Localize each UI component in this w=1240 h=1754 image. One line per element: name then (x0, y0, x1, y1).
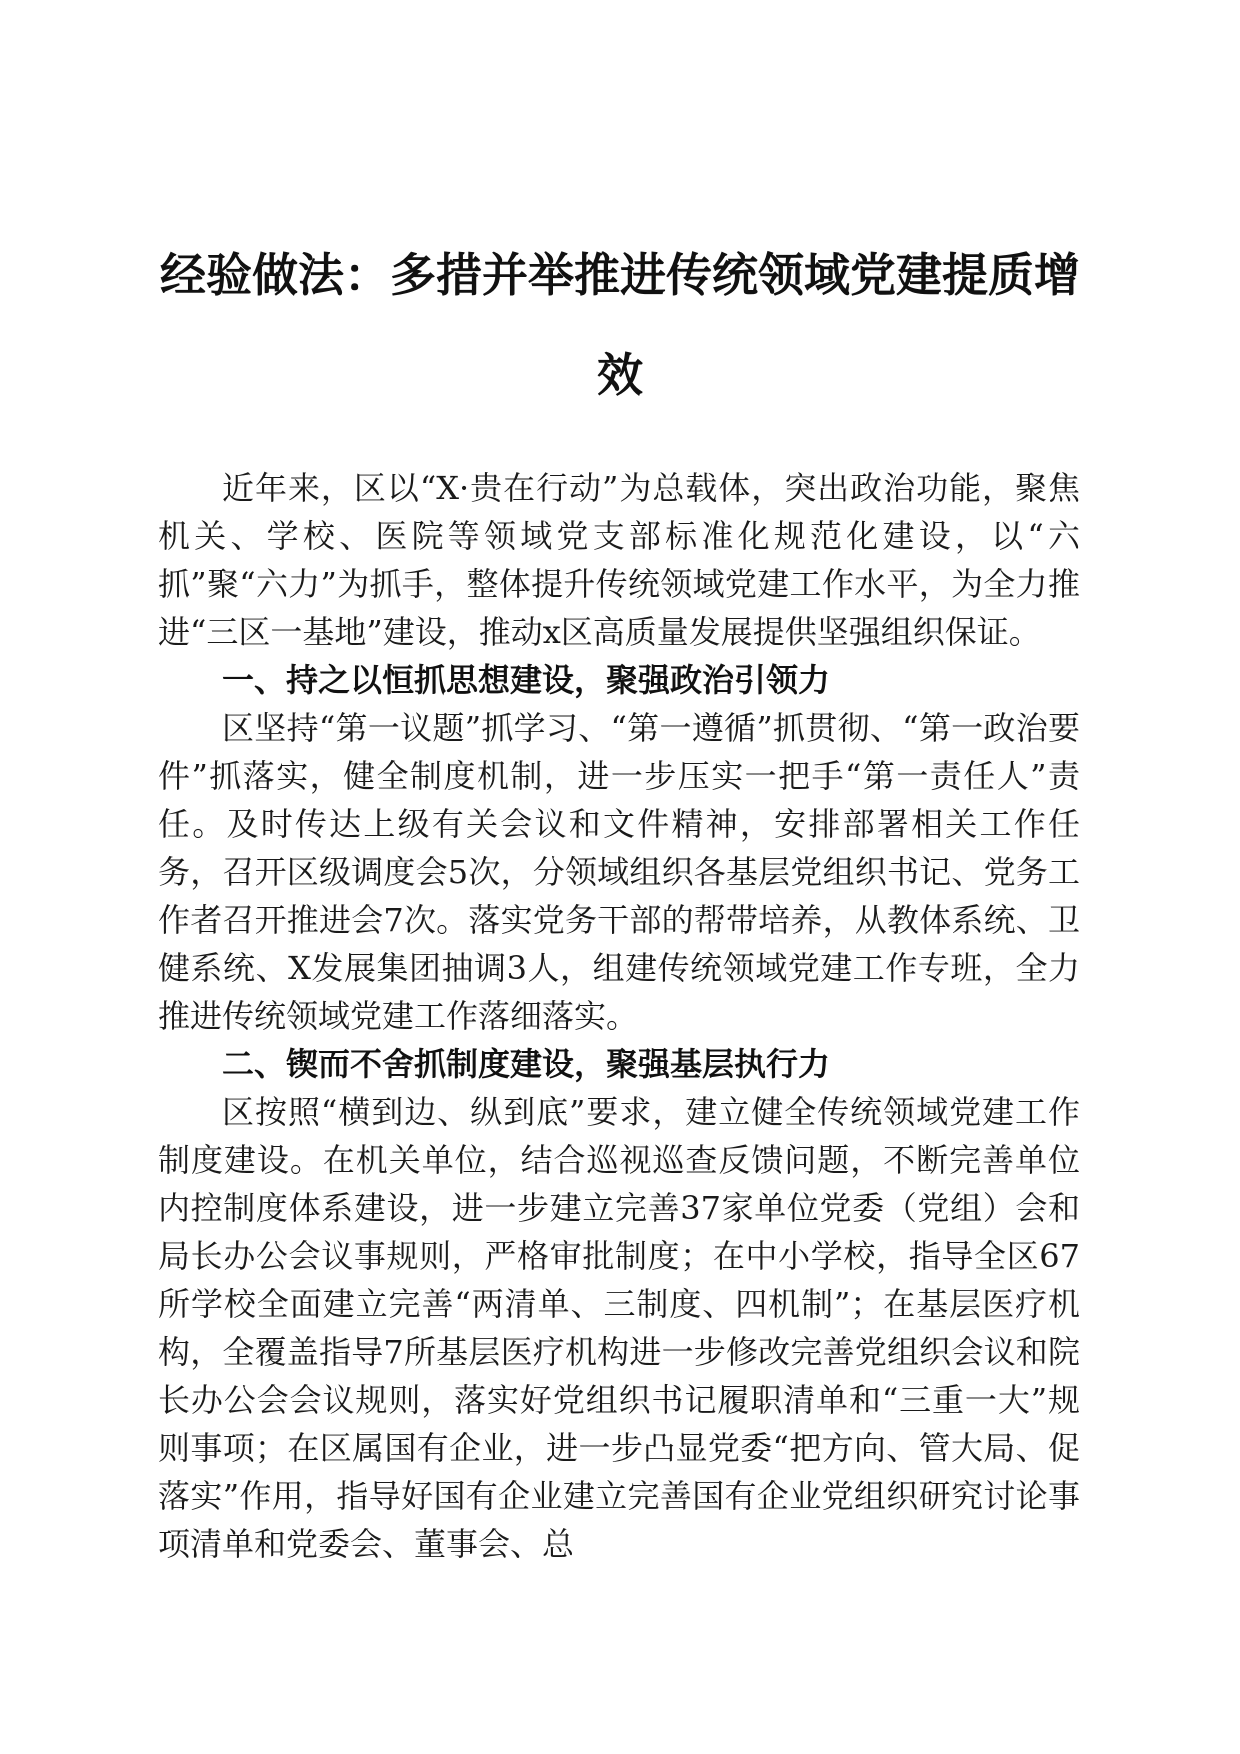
document-title: 经验做法：多措并举推进传统领域党建提质增效 (160, 248, 1080, 402)
section-2-heading: 二、锲而不舍抓制度建设，聚强基层执行力 (222, 1045, 831, 1083)
section-1-heading: 一、持之以恒抓思想建设，聚强政治引领力 (222, 661, 831, 699)
intro-paragraph: 近年来，区以“X·贵在行动”为总载体，突出政治功能，聚焦机关、学校、医院等领域党支部标准化规范化建设，以“六抓”聚“六力”为抓手，整体提升传统领域党建工作水平，为全力推进“三区一基地”建设，推动x区高质量发展提供坚强组织保证。 (158, 469, 1080, 651)
section-1-paragraph: 区坚持“第一议题”抓学习、“第一遵循”抓贯彻、“第一政治要件”抓落实，健全制度机制，进一步压实一把手“第一责任人”责任。及时传达上级有关会议和文件精神，安排部署相关工作任务，召开区级调度会5次，分领域组织各基层党组织书记、党务工作者召开推进会7次。落实党务干部的帮带培养，从教体系统、卫健系统、X发展集团抽调3人，组建传统领域党建工作专班，全力推进传统领域党建工作落细落实。 (158, 709, 1080, 1035)
document-body (158, 464, 1080, 1568)
section-2-paragraph: 区按照“横到边、纵到底”要求，建立健全传统领域党建工作制度建设。在机关单位，结合巡视巡查反馈问题，不断完善单位内控制度体系建设，进一步建立完善37家单位党委（党组）会和局长办公会议事规则，严格审批制度；在中小学校，指导全区67所学校全面建立完善“两清单、三制度、四机制”；在基层医疗机构，全覆盖指导7所基层医疗机构进一步修改完善党组织会议和院长办公会会议规则，落实好党组织书记履职清单和“三重一大”规则事项；在区属国有企业，进一步凸显党委“把方向、管大局、促落实”作用，指导好国有企业建立完善国有企业党组织研究讨论事项清单和党委会、董事会、总 (158, 1093, 1080, 1563)
